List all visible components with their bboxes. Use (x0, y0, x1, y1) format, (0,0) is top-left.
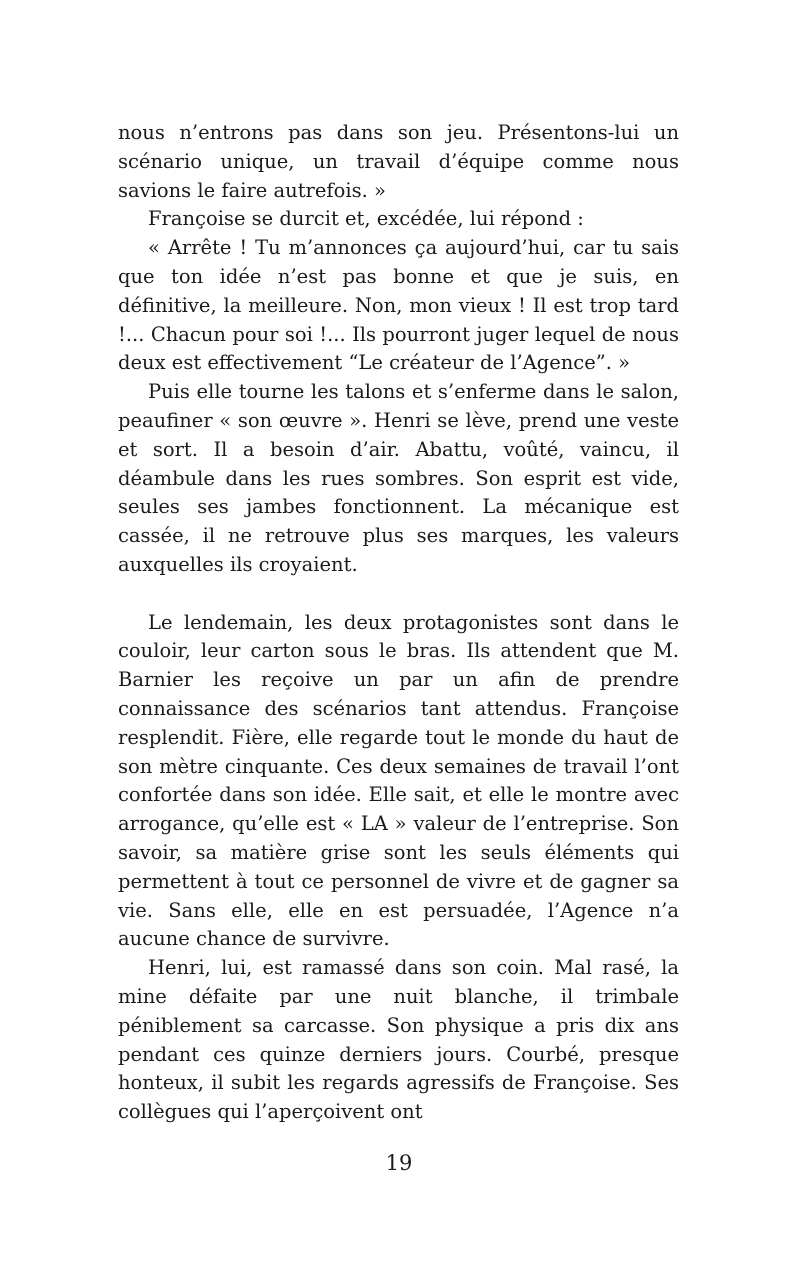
paragraph: Le lendemain, les deux protagonistes sont dans le couloir, leur carton sous le bras. Ils attendent que M. Barnier les reçoive un par un afin de prendre connaissance des scénarios tant attendus. Françoise resplendit. Fière, elle regarde tout le monde du haut de son mètre cinquante. Ces deux semaines de travail l’ont confortée dans son idée. Elle sait, et elle le montre avec arrogance, qu’elle est « LA » valeur de l’entreprise. Son savoir, sa matière grise sont les seuls éléments qui permettent à tout ce personnel de vivre et de gagner sa vie. Sans elle, elle en est persuadée, l’Agence n’a aucune chance de survivre. (118, 610, 679, 951)
paragraph: « Arrête ! Tu m’annonces ça aujourd’hui, car tu sais que ton idée n’est pas bonne et que je suis, en définitive, la meilleure. Non, mon vieux ! Il est trop tard !... Chacun pour soi !... Ils pourront juger lequel de nous deux est effectivement “Le créateur de l’Agence”. » (118, 236, 679, 375)
paragraph-continuation: nous n’entrons pas dans son jeu. Présentons-lui un scénario unique, un travail d’équipe comme nous savions le faire autrefois. » (118, 121, 679, 202)
paragraph: Henri, lui, est ramassé dans son coin. Mal rasé, la mine défaite par une nuit blanche, il trimbale péniblement sa carcasse. Son physique a pris dix ans pendant ces quinze derniers jours. Courbé, presque honteux, il subit les regards agressifs de Françoise. Ses collègues qui l’aperçoivent ont (118, 956, 679, 1124)
body-text (118, 119, 679, 1127)
page-number: 19 (385, 1151, 413, 1175)
paragraph: Françoise se durcit et, excédée, lui répond : (148, 207, 584, 231)
paragraph: Puis elle tourne les talons et s’enferme dans le salon, peaufiner « son œuvre ». Henri se lève, prend une veste et sort. Il a besoin d’air. Abattu, voûté, vaincu, il déambule dans les rues sombres. Son esprit est vide, seules ses jambes fonctionnent. La mécanique est cassée, il ne retrouve plus ses marques, les valeurs auxquelles ils croyaient. (118, 380, 679, 576)
section-break (118, 580, 679, 609)
